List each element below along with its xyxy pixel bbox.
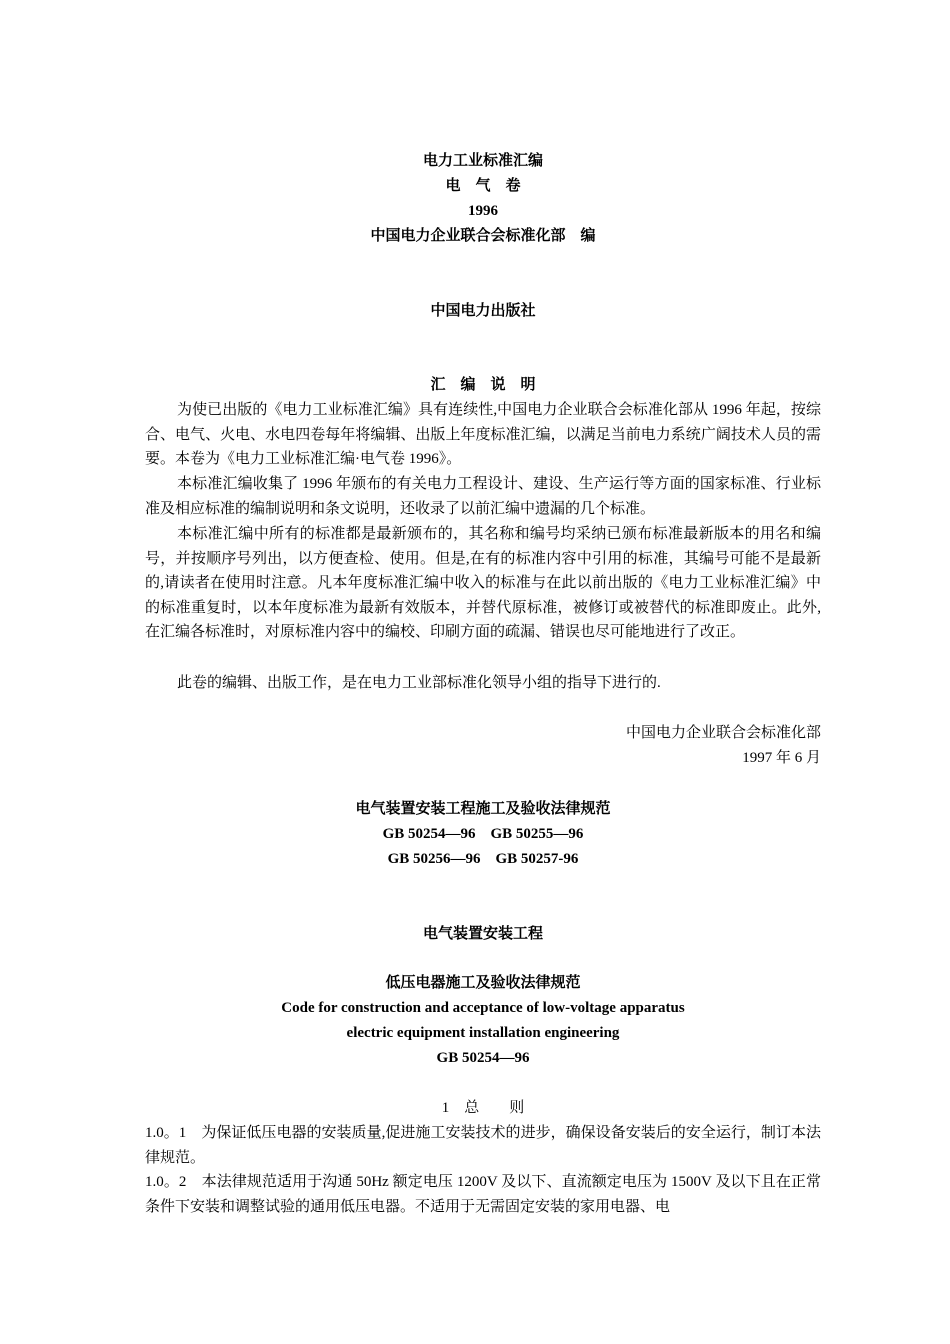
collection-codes-2: GB 50256—96 GB 50257-96 [387,851,579,867]
preface-heading: 汇 编 说 明 [430,377,536,393]
standard-title-cn: 低压电器施工及验收法律规范 [385,975,581,991]
clause-1-0-1: 1.0。1 为保证低压电器的安装质量,促进施工安装技术的进步，确保设备安装后的安全运行，制订本法律规范。 [145,1125,821,1166]
signature-org: 中国电力企业联合会标准化部 [625,725,821,741]
editor-line: 中国电力企业联合会标准化部 编 [370,228,596,244]
year: 1996 [468,203,498,219]
chapter-heading: 1 总 则 [441,1100,525,1116]
clause-1-0-2: 1.0。2 本法律规范适用于沟通 50Hz 额定电压 1200V 及以下、直流额定电压为 1500V 及以下且在正常条件下安装和调整试验的通用低压电器。不适用于无需固定安装的家用电器、电 [145,1174,821,1215]
publisher: 中国电力出版社 [430,303,536,319]
standard-code: GB 50254—96 [436,1050,530,1066]
collection-codes-1: GB 50254—96 GB 50255—96 [382,826,584,842]
volume-title: 电 气 卷 [445,178,521,194]
preface-paragraph-1: 为使已出版的《电力工业标准汇编》具有连续性,中国电力企业联合会标准化部从 1996 年起，按综合、电气、火电、水电四卷每年将编辑、出版上年度标准汇编，以满足当前电力系统广阔技术人员的需要。本卷为《电力工业标准汇编·电气卷 1996》。 [145,402,821,467]
preface-paragraph-3: 本标准汇编中所有的标准都是最新颁布的，其名称和编号均采纳已颁布标准最新版本的用名和编号，并按顺序号列出，以方便查检、使用。但是,在有的标准内容中引用的标准，其编号可能不是最新的,请读者在使用时注意。凡本年度标准汇编中收入的标准与在此以前出版的《电力工业标准汇编》中的标准重复时，以本年度标准为最新有效版本，并替代原标准，被修订或被替代的标准即废止。此外,在汇编各标准时，对原标准内容中的编校、印刷方面的疏漏、错误也尽可能地进行了改正。 [145,526,821,640]
preface-paragraph-4: 此卷的编辑、出版工作，是在电力工业部标准化领导小组的指导下进行的. [177,675,661,691]
signature-date: 1997 年 6 月 [742,750,821,766]
series-title: 电力工业标准汇编 [422,153,543,169]
standard-title-en-1: Code for construction and acceptance of low-voltage apparatus [281,1000,685,1016]
standard-title-en-2: electric equipment installation engineering [346,1025,620,1041]
standard-category: 电气装置安装工程 [422,926,543,942]
collection-title: 电气装置安装工程施工及验收法律规范 [355,801,611,817]
preface-paragraph-2: 本标准汇编收集了 1996 年颁布的有关电力工程设计、建设、生产运行等方面的国家标准、行业标准及相应标准的编制说明和条文说明，还收录了以前汇编中遗漏的几个标准。 [145,476,821,517]
